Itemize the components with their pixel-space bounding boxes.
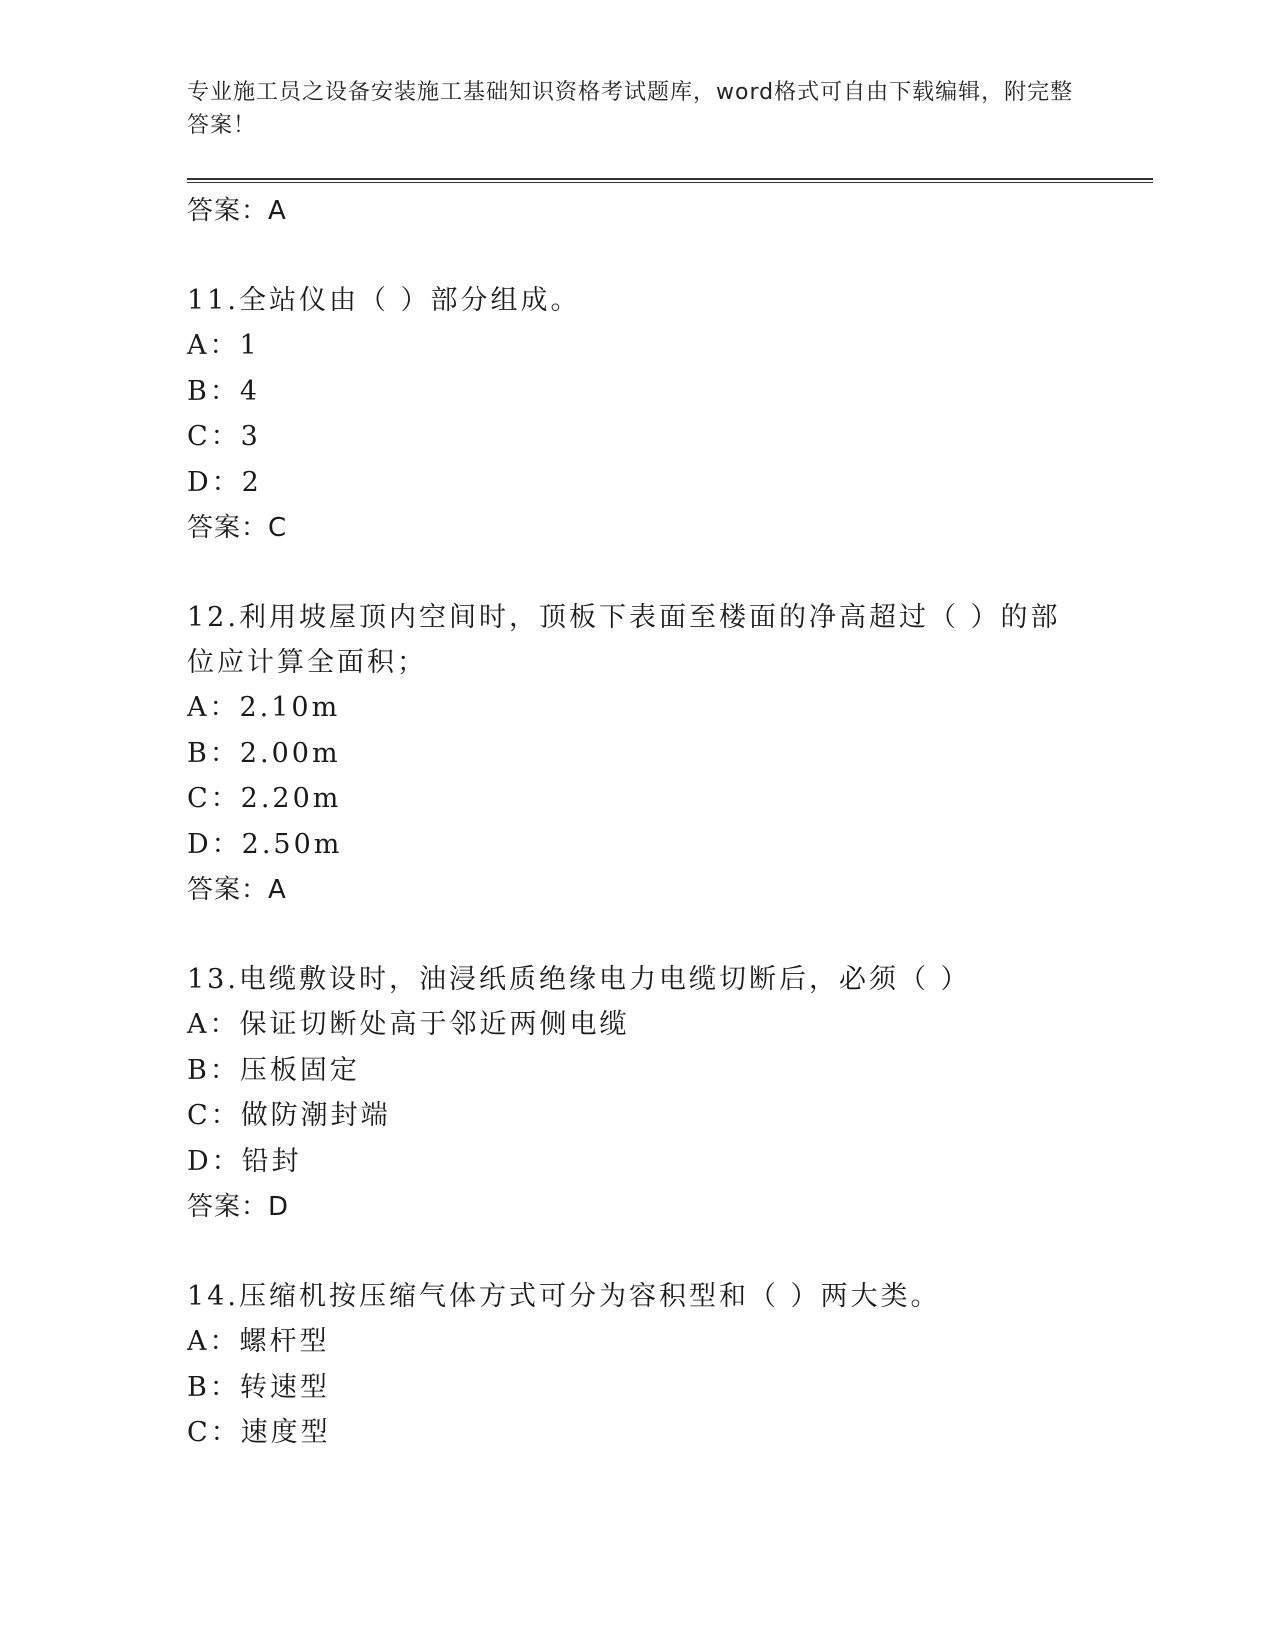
question-text: 11.全站仪由（ ）部分组成。 — [187, 285, 581, 316]
question-13 — [187, 957, 1087, 1230]
header-divider — [187, 178, 1153, 183]
option-b: B：压板固定 — [187, 1054, 360, 1086]
option-c: C：做防潮封端 — [187, 1100, 391, 1131]
question-11 — [187, 278, 1087, 551]
option-a: A：1 — [187, 330, 260, 361]
option-b: B：转速型 — [187, 1371, 330, 1403]
question-14 — [187, 1274, 1087, 1456]
question-list — [187, 188, 1087, 1456]
option-b: B：2.00m — [187, 737, 341, 769]
answer: 答案：A — [187, 875, 287, 905]
option-d: D：2.50m — [187, 828, 343, 860]
option-d: D：铅封 — [187, 1145, 302, 1177]
option-c: C：3 — [187, 421, 261, 452]
question-12 — [187, 595, 1087, 913]
option-a: A：2.10m — [187, 692, 341, 723]
option-a: A：保证切断处高于邻近两侧电缆 — [187, 1009, 630, 1040]
option-c: C：速度型 — [187, 1417, 331, 1448]
option-c: C：2.20m — [187, 783, 342, 814]
question-text: 14.压缩机按压缩气体方式可分为容积型和（ ）两大类。 — [187, 1281, 941, 1312]
option-b: B：4 — [187, 375, 261, 407]
question-text: 13.电缆敷设时，油浸纸质绝缘电力电缆切断后，必须（ ） — [187, 964, 971, 995]
answer: 答案：D — [187, 1192, 290, 1222]
answer-previous: 答案：A — [187, 196, 287, 226]
option-a: A：螺杆型 — [187, 1326, 330, 1357]
question-text: 12.利用坡屋顶内空间时，顶板下表面至楼面的净高超过（ ）的部位应计算全面积； — [187, 602, 1061, 678]
option-d: D：2 — [187, 466, 262, 498]
document-header: 专业施工员之设备安装施工基础知识资格考试题库，word格式可自由下载编辑，附完整答案！ — [187, 80, 1074, 138]
answer: 答案：C — [187, 513, 288, 543]
